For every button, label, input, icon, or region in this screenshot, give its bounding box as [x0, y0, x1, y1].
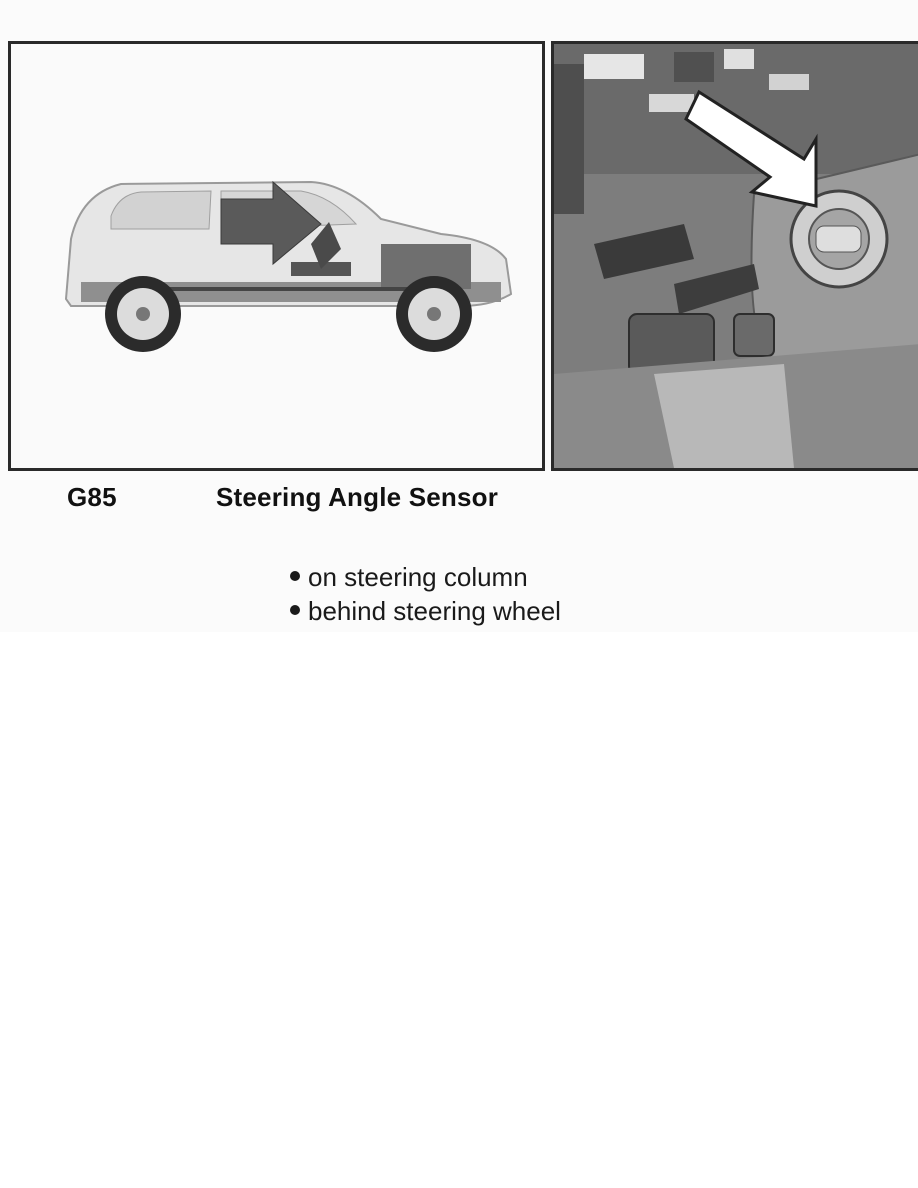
rear-wheel: [105, 276, 181, 352]
bullet-icon: [290, 605, 300, 615]
component-code: G85: [67, 482, 117, 512]
vehicle-location-image: [8, 41, 545, 471]
location-notes: [290, 560, 561, 628]
list-item: [290, 594, 561, 628]
list-item: [290, 560, 561, 594]
bullet-icon: [290, 571, 300, 581]
steering-column-image: [551, 41, 918, 471]
front-wheel: [396, 276, 472, 352]
location-note-text: on steering column: [308, 562, 528, 592]
component-name: Steering Angle Sensor: [216, 482, 499, 512]
location-note-text: behind steering wheel: [308, 596, 561, 626]
